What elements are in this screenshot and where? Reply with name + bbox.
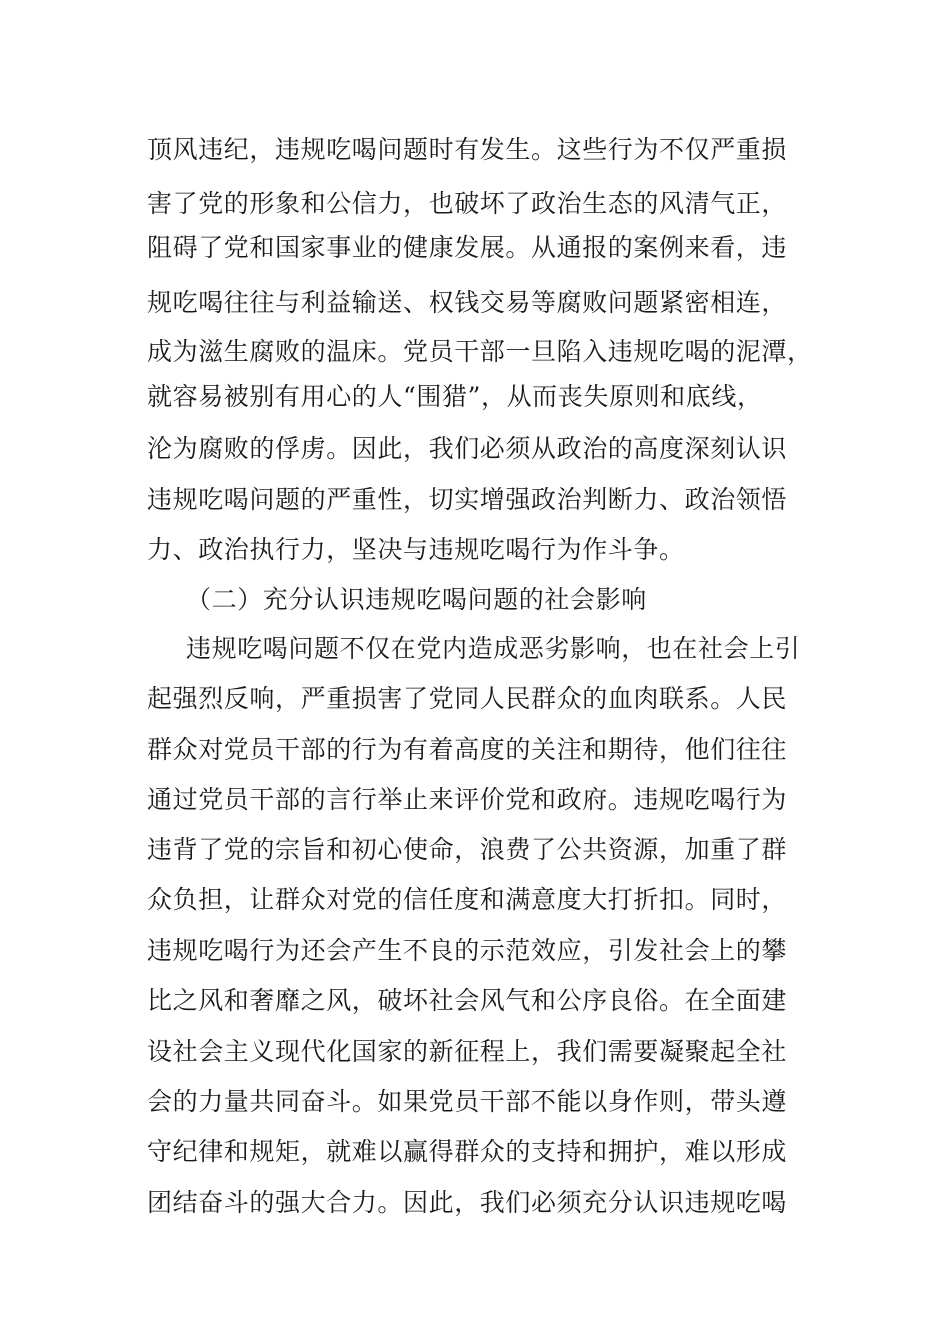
paragraph-2-line: 群众对党员干部的行为有着高度的关注和期待，他们往往 [147, 735, 788, 764]
paragraph-1-line: 违规吃喝问题的严重性，切实增强政治判断力、政治领悟 [147, 485, 788, 514]
paragraph-2-line: 比之风和奢靡之风，破坏社会风气和公序良俗。在全面建 [147, 986, 788, 1015]
paragraph-2-line: 通过党员干部的言行举止来评价党和政府。违规吃喝行为 [147, 785, 788, 814]
paragraph-1-line: 就容易被别有用心的人“围猎”，从而丧失原则和底线， [147, 382, 763, 411]
paragraph-2-line: 众负担，让群众对党的信任度和满意度大打折扣。同时， [147, 885, 788, 914]
paragraph-2-line: 团结奋斗的强大合力。因此，我们必须充分认识违规吃喝 [147, 1188, 788, 1217]
paragraph-1-line: 顶风违纪，违规吃喝问题时有发生。这些行为不仅严重损 [147, 135, 788, 164]
paragraph-2-line: 违规吃喝问题不仅在党内造成恶劣影响，也在社会上引 [186, 634, 801, 663]
paragraph-2-line: 违规吃喝行为还会产生不良的示范效应，引发社会上的攀 [147, 936, 788, 965]
paragraph-1-line: 规吃喝往往与利益输送、权钱交易等腐败问题紧密相连， [147, 288, 788, 317]
paragraph-2-line: 设社会主义现代化国家的新征程上，我们需要凝聚起全社 [147, 1037, 788, 1066]
paragraph-2-line: 违背了党的宗旨和初心使命，浪费了公共资源，加重了群 [147, 835, 788, 864]
paragraph-2-line: 守纪律和规矩，就难以赢得群众的支持和拥护，难以形成 [147, 1137, 788, 1166]
paragraph-1-line: 力、政治执行力，坚决与违规吃喝行为作斗争。 [147, 535, 685, 564]
paragraph-1-line: 阻碍了党和国家事业的健康发展。从通报的案例来看，违 [147, 233, 788, 262]
section-heading: （二）充分认识违规吃喝问题的社会影响 [186, 585, 647, 614]
paragraph-2-line: 起强烈反响，严重损害了党同人民群众的血肉联系。人民 [147, 684, 788, 713]
paragraph-2-line: 会的力量共同奋斗。如果党员干部不能以身作则，带头遵 [147, 1087, 788, 1116]
paragraph-1-line: 害了党的形象和公信力，也破坏了政治生态的风清气正， [147, 189, 788, 218]
paragraph-1-line: 成为滋生腐败的温床。党员干部一旦陷入违规吃喝的泥潭， [147, 337, 813, 366]
paragraph-1-line: 沦为腐败的俘虏。因此，我们必须从政治的高度深刻认识 [147, 434, 788, 463]
